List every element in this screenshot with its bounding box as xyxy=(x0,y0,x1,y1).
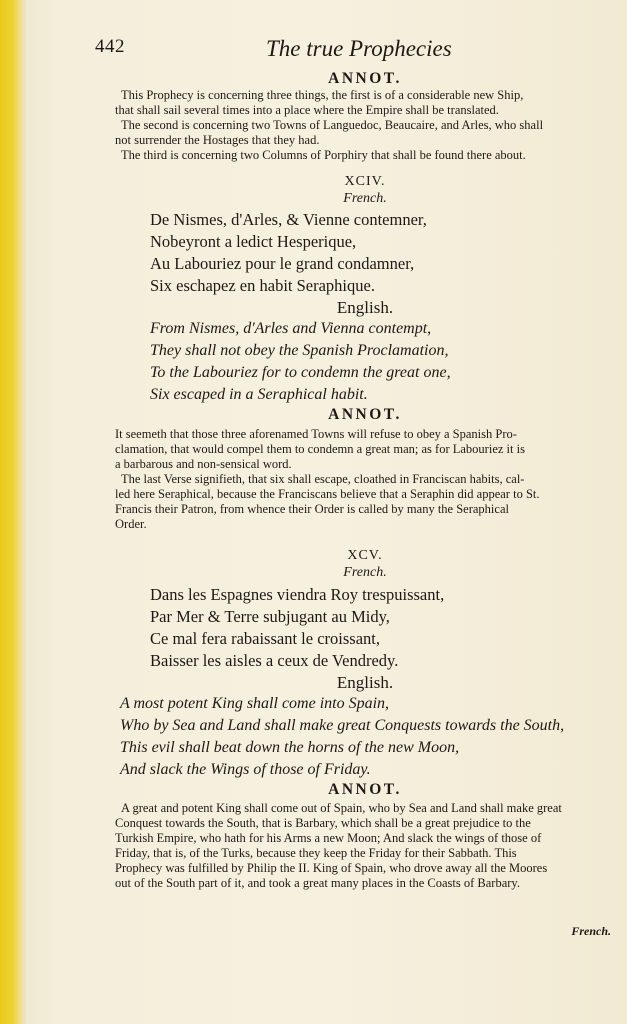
verse-line: Baisser les aisles a ceux de Vendredy. xyxy=(150,651,399,670)
verse-line: Nobeyront a ledict Hesperique, xyxy=(150,232,357,251)
text-line: Friday, that is, of the Turks, because they keep the Friday for their Sabbath. This xyxy=(115,846,517,860)
text-line: that shall sail several times into a place where the Empire shall be translated. xyxy=(115,103,499,117)
catchword: French. xyxy=(571,924,611,938)
verse-line: To the Labouriez for to condemn the great one, xyxy=(150,364,451,381)
text-line: clamation, that would compel them to condemn a great man; as for Labouriez it is xyxy=(115,442,525,456)
french-label: French. xyxy=(343,191,387,206)
text-line: Prophecy was fulfilled by Philip the II. King of Spain, who drove away all the Moores xyxy=(115,861,548,875)
page-number: 442 xyxy=(95,36,125,57)
verse-line: Who by Sea and Land shall make great Conquests towards the South, xyxy=(120,717,565,734)
annot-text xyxy=(115,801,615,891)
french-verse xyxy=(150,584,444,672)
verse-line: De Nismes, d'Arles, & Vienne contemner, xyxy=(150,210,427,229)
text-line: The second is concerning two Towns of Languedoc, Beaucaire, and Arles, who shall xyxy=(121,118,544,132)
annot-heading: ANNOT. xyxy=(328,781,402,798)
english-verse xyxy=(150,318,451,406)
annot-heading: ANNOT. xyxy=(328,70,402,87)
verse-line: Six escaped in a Seraphical habit. xyxy=(150,386,368,403)
french-verse xyxy=(150,209,427,297)
text-line: The last Verse signifieth, that six shall escape, cloathed in Franciscan habits, cal- xyxy=(121,472,525,486)
text-line: Conquest towards the South, that is Barbary, which shall be a great prejudice to the xyxy=(115,816,531,830)
english-label: English. xyxy=(336,298,394,317)
text-line: Order. xyxy=(115,517,147,531)
english-label: English. xyxy=(336,673,394,692)
annot-text xyxy=(115,427,615,532)
verse-line: A most potent King shall come into Spain, xyxy=(120,695,390,712)
text-line: out of the South part of it, and took a great many places in the Coasts of Barbary. xyxy=(115,876,520,890)
verse-line: Par Mer & Terre subjugant au Midy, xyxy=(150,607,390,626)
annot-text xyxy=(115,88,615,163)
verse-line: And slack the Wings of those of Friday. xyxy=(120,761,371,778)
text-line: This Prophecy is concerning three things, the first is of a considerable new Ship, xyxy=(121,88,524,102)
text-line: Turkish Empire, who hath for his Arms a new Moon; And slack the wings of those of xyxy=(115,831,542,845)
text-line: It seemeth that those three aforenamed Towns will refuse to obey a Spanish Pro- xyxy=(115,427,517,441)
verse-line: From Nismes, d'Arles and Vienna contempt, xyxy=(150,320,432,337)
verse-line: This evil shall beat down the horns of the new Moon, xyxy=(120,739,460,756)
verse-line: They shall not obey the Spanish Proclamation, xyxy=(150,342,449,359)
text-line: A great and potent King shall come out of Spain, who by Sea and Land shall make great xyxy=(121,801,562,815)
text-line: The third is concerning two Columns of Porphiry that shall be found there about. xyxy=(121,148,526,162)
verse-line: Ce mal fera rabaissant le croissant, xyxy=(150,629,380,648)
text-line: a barbarous and non-sensical word. xyxy=(115,457,292,471)
annot-heading: ANNOT. xyxy=(328,406,402,423)
french-label: French. xyxy=(343,565,387,580)
running-head: The true Prophecies xyxy=(266,36,452,61)
verse-line: Six eschapez en habit Seraphique. xyxy=(150,276,375,295)
quatrain-number: XCIV. xyxy=(344,174,386,189)
quatrain-number: XCV. xyxy=(347,548,383,563)
text-line: not surrender the Hostages that they had. xyxy=(115,133,320,147)
text-line: Francis their Patron, from whence their Order is called by many the Seraphical xyxy=(115,502,509,516)
verse-line: Au Labouriez pour le grand condamner, xyxy=(150,254,415,273)
english-verse xyxy=(120,693,564,781)
verse-line: Dans les Espagnes viendra Roy trespuissant, xyxy=(150,585,445,604)
page-edge xyxy=(0,0,26,1024)
text-line: led here Seraphical, because the Franciscans believe that a Seraphin did appear to St. xyxy=(115,487,540,501)
